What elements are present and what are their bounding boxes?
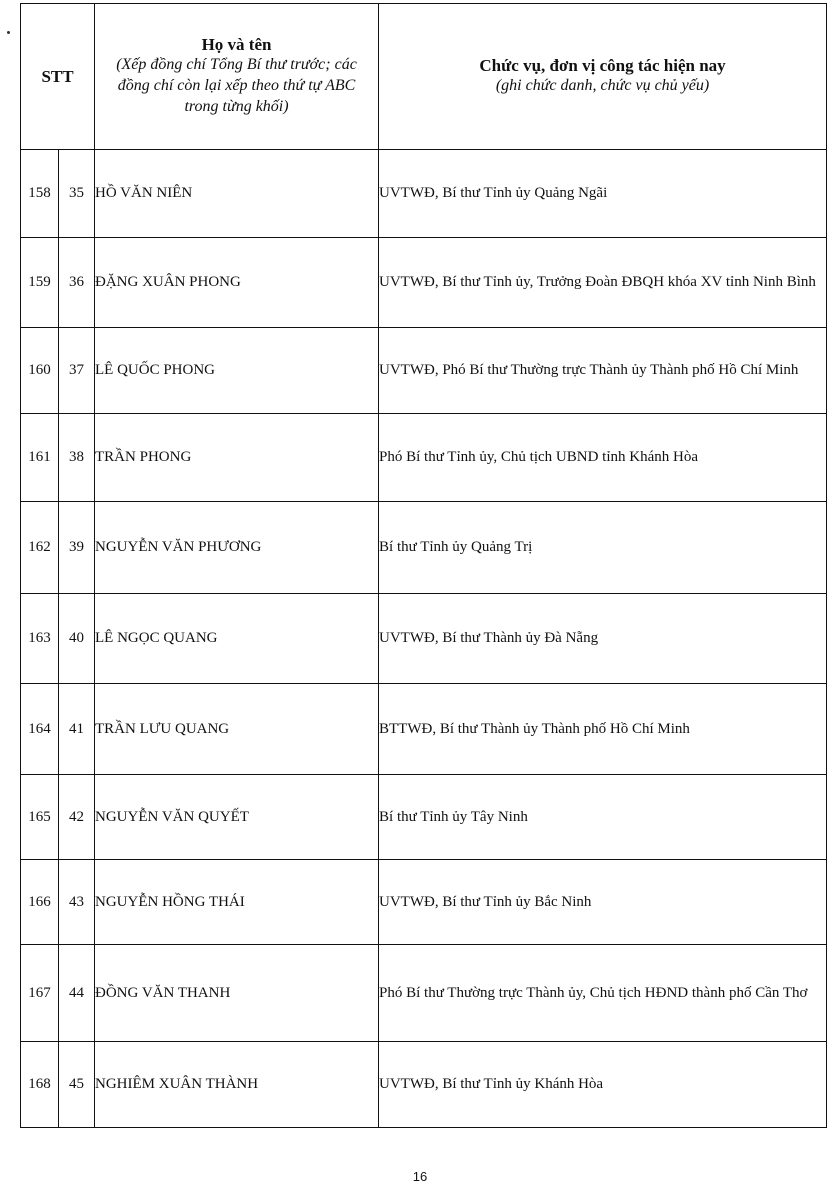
header-stt (21, 4, 95, 150)
row-position: UVTWĐ, Bí thư Tỉnh ủy Quảng Ngãi (379, 150, 827, 238)
header-position (379, 4, 827, 150)
row-stt: 166 (21, 860, 59, 945)
row-stt: 159 (21, 238, 59, 328)
table-row (21, 1042, 827, 1128)
personnel-table (20, 3, 827, 1128)
row-sub-index: 45 (59, 1042, 95, 1128)
row-stt: 163 (21, 594, 59, 684)
row-name: ĐẶNG XUÂN PHONG (95, 238, 379, 328)
row-sub-index: 41 (59, 684, 95, 775)
header-name-note: (Xếp đồng chí Tổng Bí thư trước; các đồng chí còn lại xếp theo thứ tự ABC trong từng khối) (116, 56, 357, 115)
row-name: ĐỒNG VĂN THANH (95, 945, 379, 1042)
row-position: UVTWĐ, Bí thư Thành ủy Đà Nẵng (379, 594, 827, 684)
row-stt: 168 (21, 1042, 59, 1128)
row-name: TRẦN PHONG (95, 414, 379, 502)
table-row (21, 684, 827, 775)
row-sub-index: 43 (59, 860, 95, 945)
row-position: UVTWĐ, Phó Bí thư Thường trực Thành ủy Thành phố Hồ Chí Minh (379, 328, 827, 414)
header-name-title: Họ và tên (201, 35, 272, 55)
table-header-row (21, 4, 827, 150)
table-row (21, 328, 827, 414)
row-stt: 162 (21, 502, 59, 594)
table-row (21, 775, 827, 860)
row-sub-index: 38 (59, 414, 95, 502)
table-row (21, 945, 827, 1042)
header-position-title: Chức vụ, đơn vị công tác hiện nay (479, 56, 726, 76)
row-name: NGUYỄN VĂN PHƯƠNG (95, 502, 379, 594)
table-row (21, 238, 827, 328)
row-sub-index: 40 (59, 594, 95, 684)
row-stt: 164 (21, 684, 59, 775)
row-sub-index: 39 (59, 502, 95, 594)
page-number: 16 (412, 1169, 428, 1184)
row-sub-index: 42 (59, 775, 95, 860)
row-sub-index: 44 (59, 945, 95, 1042)
row-name: LÊ QUỐC PHONG (95, 328, 379, 414)
header-name (95, 4, 379, 150)
row-position: UVTWĐ, Bí thư Tỉnh ủy Bắc Ninh (379, 860, 827, 945)
table-row (21, 860, 827, 945)
row-sub-index: 37 (59, 328, 95, 414)
table-row (21, 414, 827, 502)
row-stt: 165 (21, 775, 59, 860)
row-stt: 158 (21, 150, 59, 238)
table-row (21, 594, 827, 684)
row-stt: 160 (21, 328, 59, 414)
table-row (21, 150, 827, 238)
row-stt: 167 (21, 945, 59, 1042)
row-position: Bí thư Tỉnh ủy Quảng Trị (379, 502, 827, 594)
row-position: Phó Bí thư Thường trực Thành ủy, Chủ tịch HĐND thành phố Cần Thơ (379, 945, 827, 1042)
row-name: LÊ NGỌC QUANG (95, 594, 379, 684)
header-position-note: (ghi chức danh, chức vụ chủ yếu) (495, 77, 710, 95)
row-name: NGUYỄN HỒNG THÁI (95, 860, 379, 945)
row-name: NGHIÊM XUÂN THÀNH (95, 1042, 379, 1128)
row-name: TRẦN LƯU QUANG (95, 684, 379, 775)
table-row (21, 502, 827, 594)
row-sub-index: 36 (59, 238, 95, 328)
row-name: NGUYỄN VĂN QUYẾT (95, 775, 379, 860)
row-position: Phó Bí thư Tỉnh ủy, Chủ tịch UBND tỉnh Khánh Hòa (379, 414, 827, 502)
row-sub-index: 35 (59, 150, 95, 238)
row-position: Bí thư Tỉnh ủy Tây Ninh (379, 775, 827, 860)
row-position: UVTWĐ, Bí thư Tỉnh ủy Khánh Hòa (379, 1042, 827, 1128)
scan-speck (7, 31, 10, 34)
row-position: UVTWĐ, Bí thư Tỉnh ủy, Trưởng Đoàn ĐBQH khóa XV tỉnh Ninh Bình (379, 238, 827, 328)
row-position: BTTWĐ, Bí thư Thành ủy Thành phố Hồ Chí Minh (379, 684, 827, 775)
row-stt: 161 (21, 414, 59, 502)
header-stt-label: STT (41, 66, 74, 86)
row-name: HỒ VĂN NIÊN (95, 150, 379, 238)
